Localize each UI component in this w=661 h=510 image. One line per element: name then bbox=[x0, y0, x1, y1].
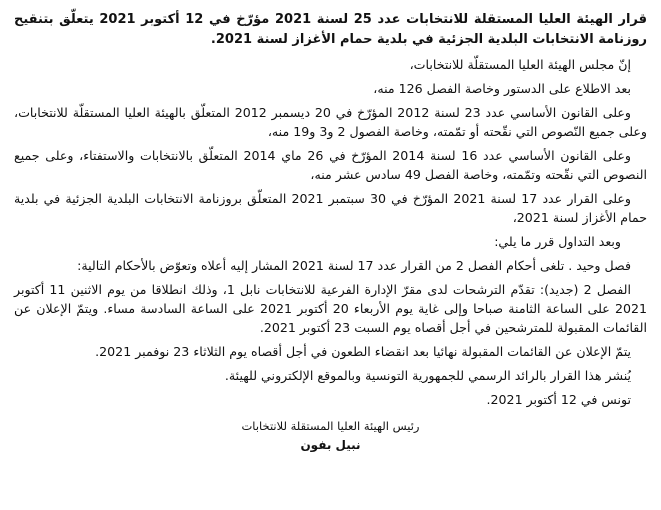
article-2-new: الفصل 2 (جديد): تقدّم الترشحات لدى مقرّ الإدارة الفرعية للانتخابات نابل 1، وذلك انطلاقا من يوم الاثنين 11 أكتوبر 2021 على الساعة الثامنة صباحا وإلى غاية يوم الأربعاء 20 أكتوبر 2021 على الساعة السادسة مساء. ويتمّ الإعلان عن القائمات المقبولة للمترشحين في أجل أقصاه يوم السبت 23 أكتوبر 2021. bbox=[14, 282, 647, 335]
preamble-law-2014: وعلى القانون الأساسي عدد 16 لسنة 2014 المؤرّخ في 26 ماي 2014 المتعلّق بالانتخابات والاستفتاء، وعلى جميع النصوص التي نقّحته وتمّمته، وخاصة الفصل 49 سادس عشر منه، bbox=[14, 148, 647, 182]
signatory-role: رئيس الهيئة العليا المستقلة للانتخابات bbox=[241, 419, 420, 433]
signatory-name: نبيل بفون bbox=[300, 438, 361, 452]
article-single: فصل وحيد . تلغى أحكام الفصل 2 من القرار عدد 17 لسنة 2021 المشار إليه أعلاه وتعوّض بالأحكام التالية: bbox=[77, 258, 631, 273]
final-lists-announcement: يتمّ الإعلان عن القائمات المقبولة نهائيا بعد انقضاء الطعون في أجل أقصاه يوم الثلاثاء 23 نوفمبر 2021. bbox=[95, 344, 631, 359]
publication-clause: يُنشر هذا القرار بالرائد الرسمي للجمهورية التونسية وبالموقع الإلكتروني للهيئة. bbox=[224, 368, 631, 383]
place-date: تونس في 12 أكتوبر 2021. bbox=[486, 392, 631, 407]
preamble-law-2012: وعلى القانون الأساسي عدد 23 لسنة 2012 المؤرّخ في 20 ديسمبر 2012 المتعلّق بالهيئة العليا المستقلّة للانتخابات، وعلى جميع النّصوص التي نقّحته أو تمّمته، وخاصة الفصول 2 و3 و19 منه، bbox=[14, 105, 647, 139]
preamble-constitution: بعد الاطلاع على الدستور وخاصة الفصل 126 منه، bbox=[373, 81, 631, 96]
preamble-decision-17: وعلى القرار عدد 17 لسنة 2021 المؤرّخ في 30 سبتمبر 2021 المتعلّق بروزنامة الانتخابات البلدية الجزئية في بلدية حمام الأغزاز لسنة 2021، bbox=[14, 191, 647, 225]
decree-title: قرار الهيئة العليا المستقلة للانتخابات عدد 25 لسنة 2021 مؤرّخ في 12 أكتوبر 2021 يتعلّق بتنقيح روزنامة الانتخابات البلدية الجزئية في بلدية حمام الأغزاز لسنة 2021. bbox=[14, 12, 647, 47]
preamble-deliberation: وبعد التداول قرر ما يلي: bbox=[494, 234, 621, 249]
preamble-council: إنّ مجلس الهيئة العليا المستقلّة للانتخابات، bbox=[409, 57, 631, 72]
